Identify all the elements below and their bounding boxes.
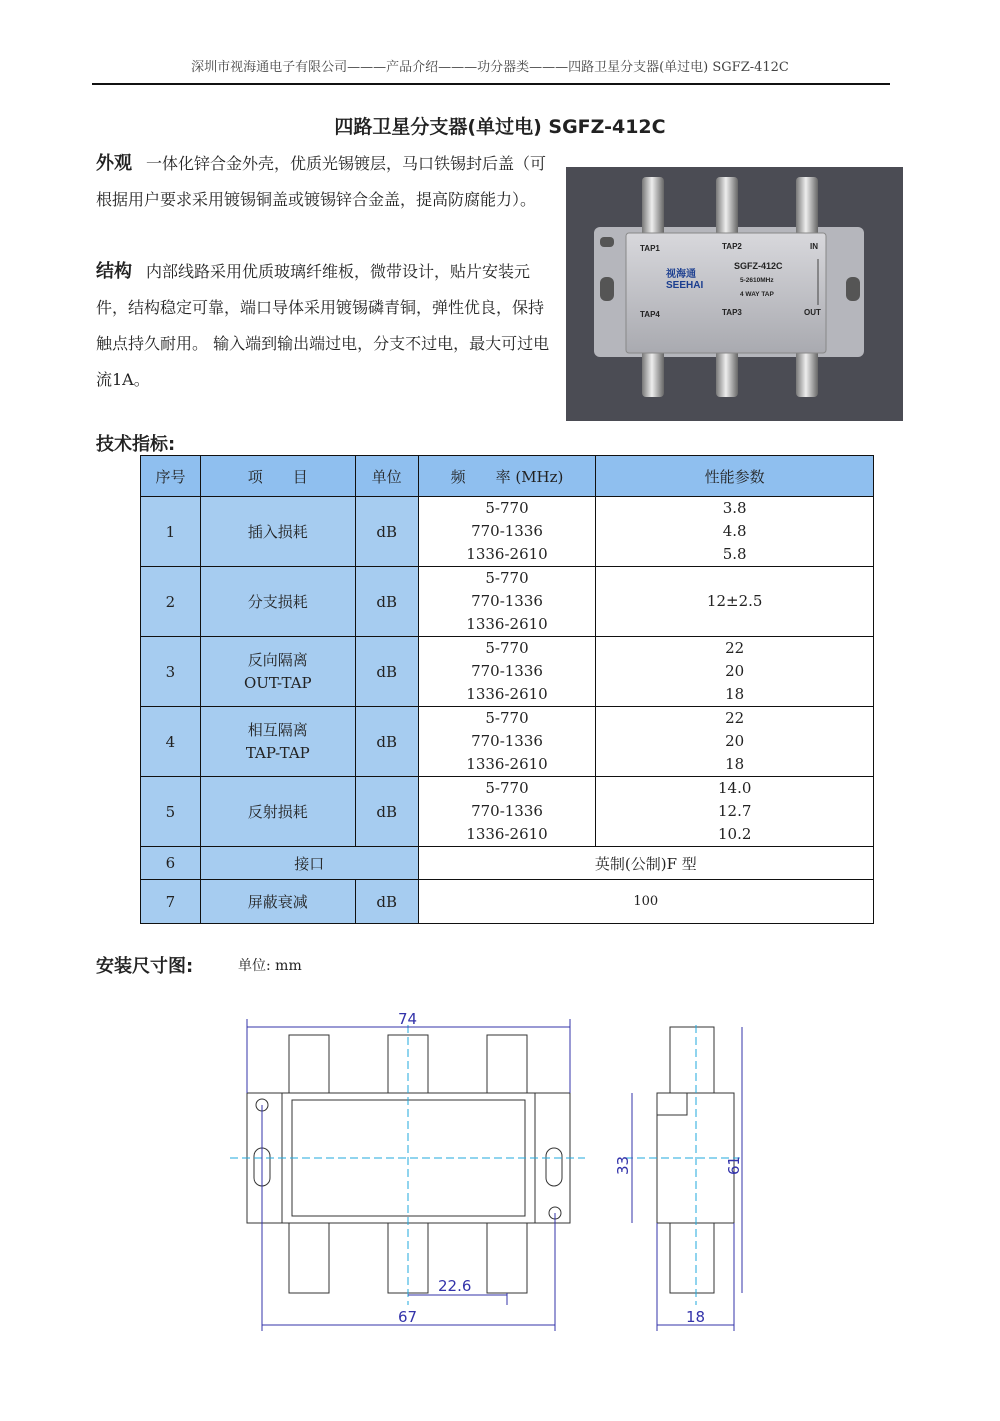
column-header: 项 目 (200, 456, 355, 497)
row-item: 插入损耗 (200, 497, 355, 567)
unit-note: 单位: mm (238, 958, 302, 974)
appearance-heading: 外观 (96, 153, 132, 174)
table-row (141, 707, 874, 777)
port-label: TAP3 (722, 308, 742, 317)
row-number: 1 (141, 497, 201, 567)
column-header: 单位 (355, 456, 418, 497)
row-frequency: 5-770 770-1336 1336-2610 (418, 707, 596, 777)
install-heading: 安装尺寸图: (96, 956, 194, 977)
structure-heading: 结构 (96, 261, 132, 282)
column-header: 频 率 (MHz) (418, 456, 596, 497)
row-unit: dB (355, 777, 418, 847)
port-label: TAP1 (640, 244, 660, 253)
structure-paragraph (96, 254, 556, 398)
row-value: 3.8 4.8 5.8 (596, 497, 874, 567)
row-unit: dB (355, 567, 418, 637)
product-photo (566, 167, 903, 421)
row-frequency: 5-770 770-1336 1336-2610 (418, 777, 596, 847)
row-frequency: 5-770 770-1336 1336-2610 (418, 567, 596, 637)
table-row (141, 567, 874, 637)
dim-height-total: 61 (725, 1155, 743, 1175)
dim-depth: 18 (686, 1308, 706, 1326)
row-value: 14.0 12.7 10.2 (596, 777, 874, 847)
row-value: 100 (418, 880, 873, 924)
model-label: SGFZ-412C (734, 261, 783, 271)
row-value: 12±2.5 (596, 567, 874, 637)
row-value: 22 20 18 (596, 637, 874, 707)
dimension-drawing (230, 1005, 770, 1335)
appearance-text: 一体化锌合金外壳，优质光锡镀层，马口铁锡封后盖（可根据用户要求采用镀锡铜盖或镀锡锌合金盖，提高防腐能力）。 (96, 154, 547, 209)
tech-spec-heading: 技术指标: (96, 434, 176, 455)
row-unit: dB (355, 497, 418, 567)
row-unit: dB (355, 637, 418, 707)
structure-text: 内部线路采用优质玻璃纤维板，微带设计，贴片安装元件，结构稳定可靠，端口导体采用镀锡磷青铜，弹性优良，保持触点持久耐用。 输入端到输出端过电，分支不过电，最大可过电流1A。 (96, 262, 550, 389)
spec-table (140, 455, 874, 924)
brand-logo-cn: 视海通 (666, 269, 696, 280)
row-number: 3 (141, 637, 201, 707)
port-label: OUT (804, 308, 821, 317)
row-number: 6 (141, 847, 201, 880)
table-row (141, 497, 874, 567)
page-title: 四路卫星分支器(单过电) SGFZ-412C (334, 116, 666, 138)
appearance-paragraph (96, 146, 556, 218)
row-item: 相互隔离 TAP-TAP (200, 707, 355, 777)
row-number: 2 (141, 567, 201, 637)
brand-logo-en: SEEHAI (666, 280, 704, 291)
row-frequency: 5-770 770-1336 1336-2610 (418, 637, 596, 707)
dim-height-body: 33 (614, 1155, 632, 1175)
dim-width-mount: 67 (398, 1308, 418, 1326)
row-number: 5 (141, 777, 201, 847)
table-row (141, 777, 874, 847)
row-value: 英制(公制)F 型 (418, 847, 873, 880)
row-unit: dB (355, 707, 418, 777)
row-unit: dB (355, 880, 418, 924)
port-label: TAP2 (722, 242, 742, 251)
row-item: 接口 (200, 847, 418, 880)
header-divider (92, 83, 890, 85)
row-number: 7 (141, 880, 201, 924)
table-row (141, 847, 874, 880)
row-number: 4 (141, 707, 201, 777)
port-label: TAP4 (640, 310, 660, 319)
row-item: 反射损耗 (200, 777, 355, 847)
page-header: 深圳市视海通电子有限公司———产品介绍———功分器类———四路卫星分支器(单过电) SGFZ-412C (191, 60, 789, 75)
table-row (141, 637, 874, 707)
port-label: IN (810, 242, 818, 251)
row-item: 屏蔽衰减 (200, 880, 355, 924)
column-header: 性能参数 (596, 456, 874, 497)
dim-port-pitch: 22.6 (438, 1277, 472, 1295)
row-item: 反向隔离 OUT-TAP (200, 637, 355, 707)
column-header: 序号 (141, 456, 201, 497)
dim-width-total: 74 (398, 1010, 418, 1028)
row-item: 分支损耗 (200, 567, 355, 637)
row-value: 22 20 18 (596, 707, 874, 777)
table-header-row (141, 456, 874, 497)
freq-label: 5-2610MHz (740, 277, 774, 284)
table-row (141, 880, 874, 924)
type-label: 4 WAY TAP (740, 291, 774, 298)
row-frequency: 5-770 770-1336 1336-2610 (418, 497, 596, 567)
